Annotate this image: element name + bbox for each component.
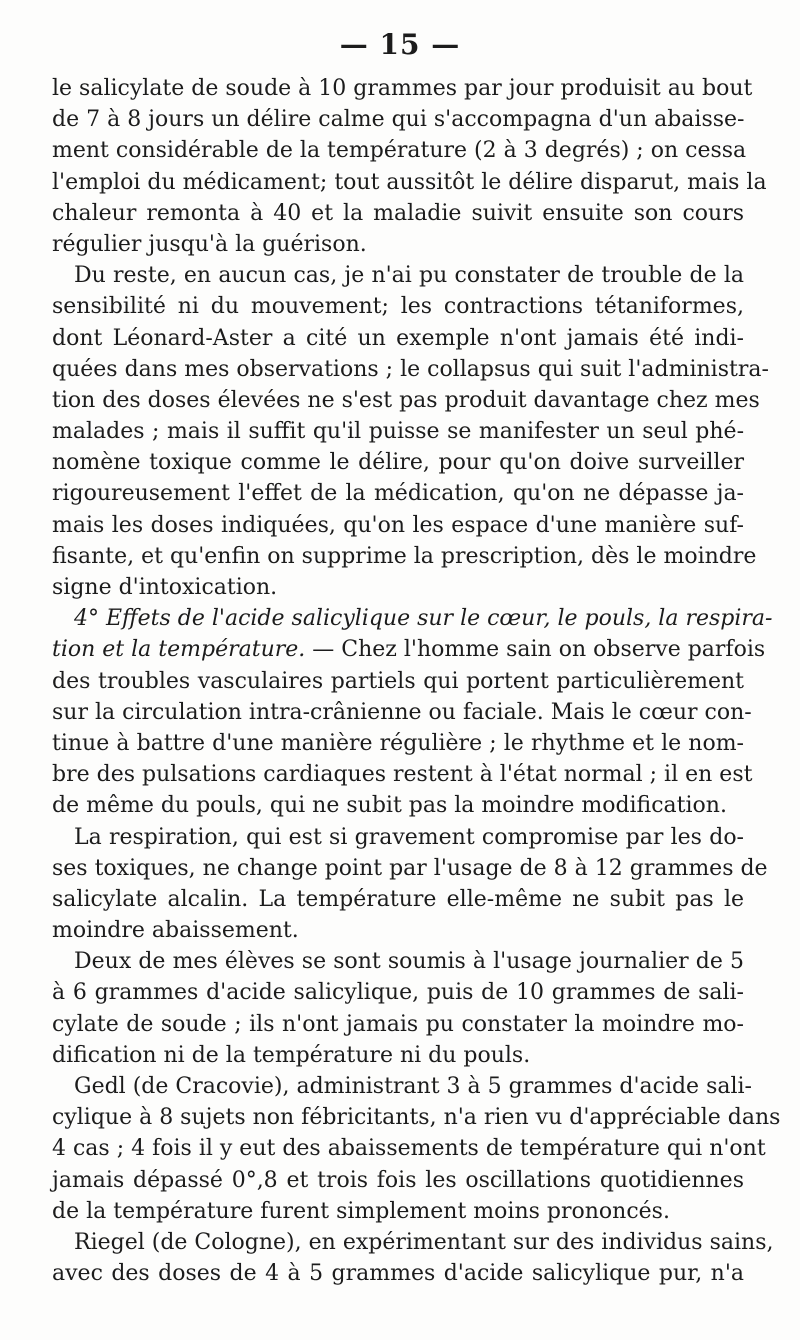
text-line: dification ni de la température ni du pouls. xyxy=(52,1042,531,1068)
text-line: à 6 grammes d'acide salicylique, puis de 10 grammes de sali- xyxy=(52,980,744,1006)
section-heading: 4° Effets de l'acide salicylique sur le cœur, le pouls, la respira- xyxy=(74,606,773,632)
text-line xyxy=(52,634,766,665)
paragraph-1 xyxy=(52,73,767,260)
text-line: tinue à battre d'une manière régulière ; le rhythme et le nom- xyxy=(52,730,744,756)
paragraph-2 xyxy=(52,260,769,603)
paragraph-7 xyxy=(52,1227,774,1289)
text-line: salicylate alcalin. La température elle-même ne subit pas le xyxy=(52,886,744,912)
text-line: rigoureusement l'effet de la médication, qu'on ne dépasse ja- xyxy=(52,481,744,507)
section-heading-rest: — Chez l'homme sain on observe parfois xyxy=(305,637,766,663)
paragraph-3-section xyxy=(52,603,773,821)
text-line: mais les doses indiquées, qu'on les espace d'une manière suf- xyxy=(52,512,744,538)
page-number: — 15 — xyxy=(339,28,461,61)
paragraph-6 xyxy=(52,1071,781,1227)
text-line: quées dans mes observations ; le collapsus qui suit l'administra- xyxy=(52,356,769,382)
text-line: sur la circulation intra-crânienne ou faciale. Mais le cœur con- xyxy=(52,699,752,725)
text-line: 4 cas ; 4 fois il y eut des abaissements de température qui n'ont xyxy=(52,1136,766,1162)
text-line: avec des doses de 4 à 5 grammes d'acide salicylique pur, n'a xyxy=(52,1261,744,1287)
text-line: malades ; mais il suffit qu'il puisse se manifester un seul phé- xyxy=(52,419,744,445)
paragraph-4 xyxy=(52,822,768,947)
text-line: La respiration, qui est si gravement compromise par les do- xyxy=(74,824,744,850)
text-line: sensibilité ni du mouvement; les contractions tétaniformes, xyxy=(52,294,744,320)
text-line: de 7 à 8 jours un délire calme qui s'accompagna d'un abaisse- xyxy=(52,107,745,133)
text-line: de la température furent simplement moins prononcés. xyxy=(52,1198,670,1224)
text-line: tion des doses élevées ne s'est pas produit davantage chez mes xyxy=(52,387,760,413)
text-line: Deux de mes élèves se sont soumis à l'usage journalier de 5 xyxy=(74,949,744,975)
text-line: Riegel (de Cologne), en expérimentant sur des individus sains, xyxy=(74,1229,774,1255)
text-line: signe d'intoxication. xyxy=(52,575,278,600)
text-line: fisante, et qu'enfin on supprime la prescription, dès le moindre xyxy=(52,543,757,569)
section-heading-tail: tion et la température. xyxy=(52,637,306,663)
paragraph-5 xyxy=(52,946,744,1071)
text-line: ses toxiques, ne change point par l'usage de 8 à 12 grammes de xyxy=(52,855,768,881)
text-line: régulier jusqu'à la guérison. xyxy=(52,231,367,257)
text-line: l'emploi du médicament; tout aussitôt le délire disparut, mais la xyxy=(52,169,767,195)
text-line: bre des pulsations cardiaques restent à l'état normal ; il en est xyxy=(52,762,753,788)
text-line: Du reste, en aucun cas, je n'ai pu constater de trouble de la xyxy=(74,263,744,289)
text-line: chaleur remonta à 40 et la maladie suivit ensuite son cours xyxy=(52,200,744,226)
text-line: de même du pouls, qui ne subit pas la moindre modification. xyxy=(52,793,727,819)
text-line: moindre abaissement. xyxy=(52,918,299,944)
text-line: des troubles vasculaires partiels qui portent particulièrement xyxy=(52,668,744,694)
text-line: cylique à 8 sujets non fébricitants, n'a rien vu d'appréciable dans xyxy=(52,1105,781,1131)
text-line: nomène toxique comme le délire, pour qu'on doive surveiller xyxy=(52,450,744,476)
text-line: le salicylate de soude à 10 grammes par jour produisit au bout xyxy=(52,76,753,101)
text-line: ment considérable de la température (2 à 3 degrés) ; on cessa xyxy=(52,138,747,164)
text-line: jamais dépassé 0°,8 et trois fois les oscillations quotidiennes xyxy=(52,1167,744,1193)
body-text xyxy=(52,73,781,1289)
text-line: Gedl (de Cracovie), administrant 3 à 5 grammes d'acide sali- xyxy=(74,1074,752,1099)
text-line: cylate de soude ; ils n'ont jamais pu constater la moindre mo- xyxy=(52,1011,744,1037)
text-line: dont Léonard-Aster a cité un exemple n'ont jamais été indi- xyxy=(52,325,744,351)
